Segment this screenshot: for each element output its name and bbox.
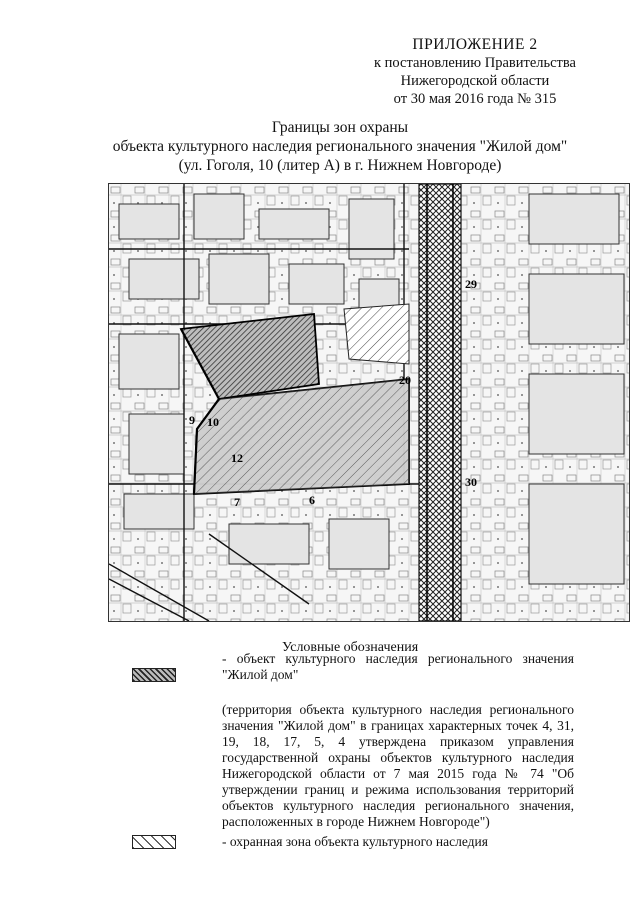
- point-label-29: 29: [465, 277, 477, 291]
- title-line-1: Границы зон охраны: [271, 119, 409, 136]
- point-label-20: 20: [399, 373, 411, 387]
- title-line-2: объекта культурного наследия регионального значения "Жилой дом": [112, 138, 568, 155]
- appendix-header: [330, 36, 620, 108]
- railway-bridge: [419, 184, 461, 621]
- point-label-12: 12: [231, 451, 243, 465]
- appendix-resolution: к постановлению Правительства: [374, 55, 576, 71]
- boundary-map: [108, 183, 630, 622]
- point-label-9: 9: [189, 413, 195, 427]
- legend-note: (территория объекта культурного наследия регионального значения "Жилой дом" в границах характерных точек 4, 31, 19, 18, 17, 5, 4 утверждена приказом управления государственной охраны объектов культурного наследия Нижегородской области от 7 мая 2015 года № 74 "Об утверждении границ и режима использования территорий объектов культурного наследия регионального значения, расположенных в городе Нижнем Новгороде"): [222, 702, 574, 829]
- legend-item-label: - охранная зона объекта культурного наследия: [222, 834, 488, 849]
- map-drawing: [109, 184, 629, 621]
- point-label-30: 30: [465, 475, 477, 489]
- title-line-3: (ул. Гоголя, 10 (литер А) в г. Нижнем Новгороде): [178, 157, 502, 174]
- appendix-region: Нижегородской области: [400, 73, 550, 89]
- legend-heading: Условные обозначения: [282, 640, 419, 655]
- document-title: [60, 118, 620, 175]
- point-label-10: 10: [207, 415, 219, 429]
- point-label-7: 7: [234, 495, 240, 509]
- appendix-date: от 30 мая 2016 года № 315: [393, 91, 557, 107]
- hatched-building: [344, 304, 409, 364]
- point-label-6: 6: [309, 493, 315, 507]
- appendix-number: ПРИЛОЖЕНИЕ 2: [412, 36, 538, 53]
- legend-item-label: - объект культурного наследия регионального значения "Жилой дом": [222, 651, 574, 682]
- sparse-hatch-swatch: [132, 835, 176, 849]
- dense-hatch-swatch: [132, 668, 176, 682]
